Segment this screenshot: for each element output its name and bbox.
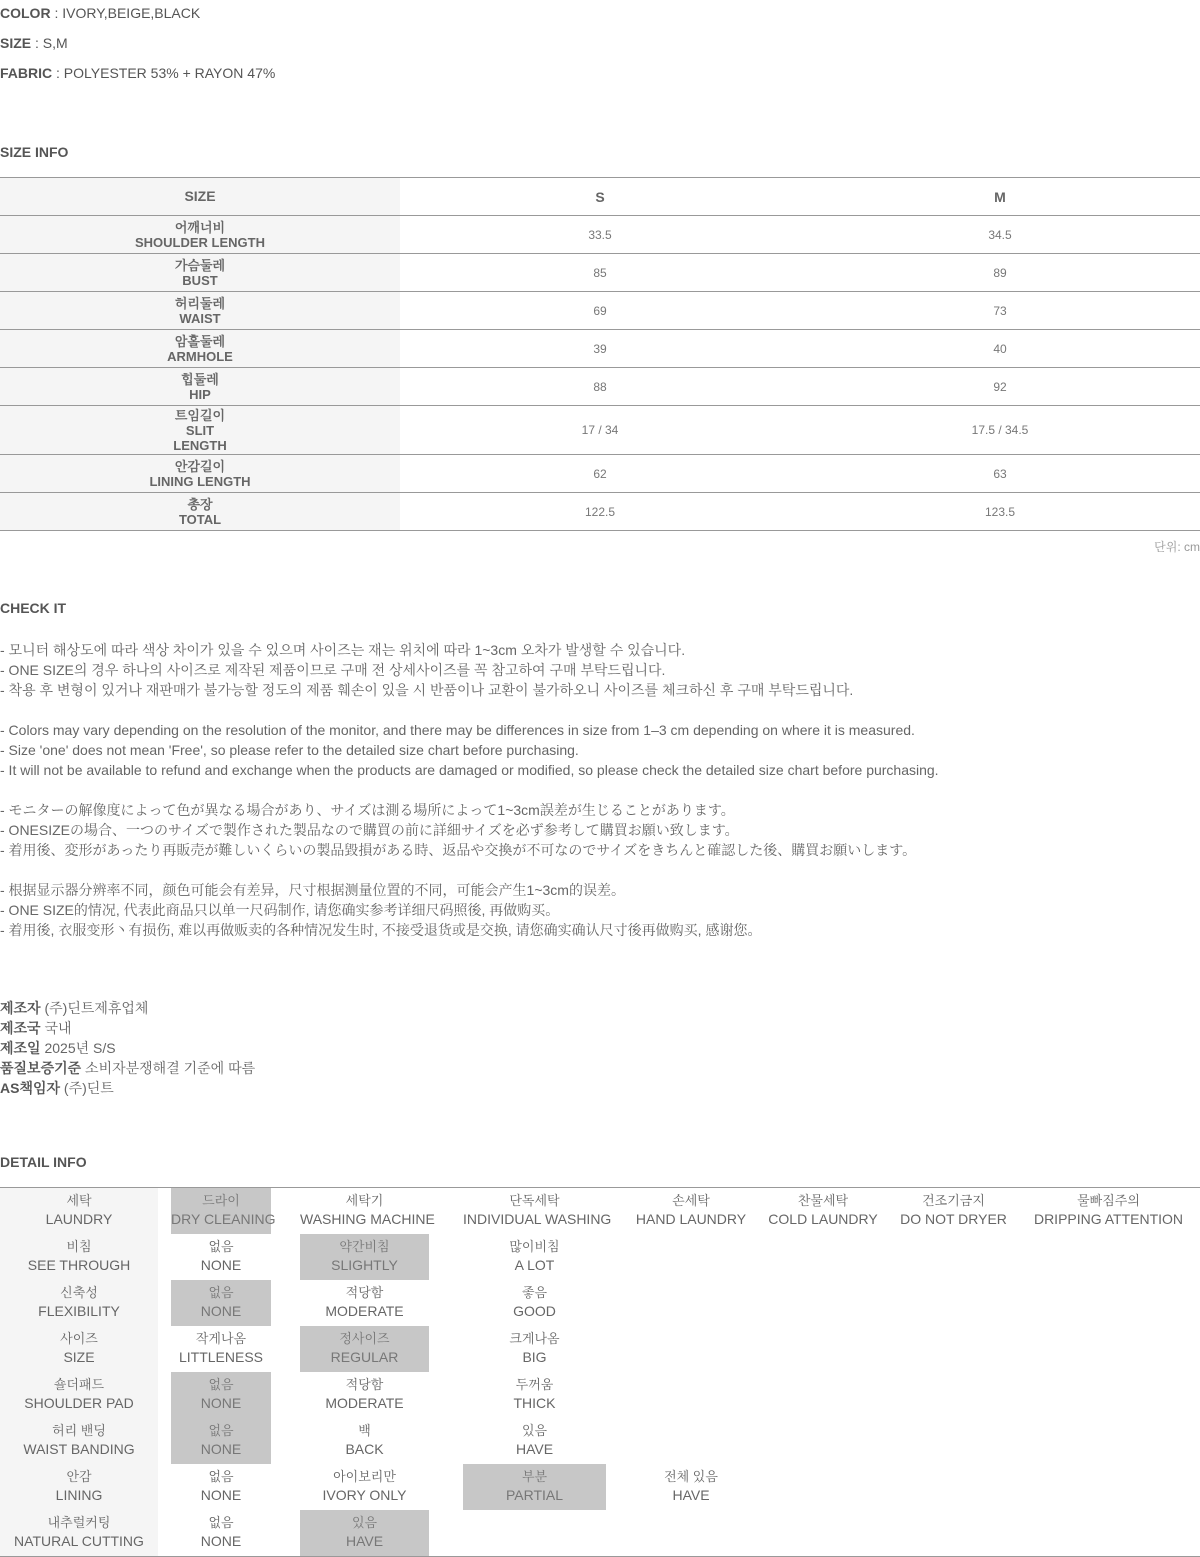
detail-option-selected-en: HAVE — [345, 1533, 384, 1549]
detail-option-selected-en: DRY CLEANING — [171, 1211, 276, 1227]
note-line: - Colors may vary depending on the resolution of the monitor, and there may be differences in size from 1–3 cm depending on where it is measured. — [0, 722, 915, 738]
detail-option-en: LITTLENESS — [178, 1349, 264, 1365]
detail-label-en: NATURAL CUTTING — [14, 1533, 144, 1549]
detail-label-ko: 세탁 — [66, 1193, 92, 1208]
table-row — [0, 292, 1200, 330]
note-line: - It will not be available to refund and exchange when the products are damaged or modified, so please check the detailed size chart before purchasing. — [0, 762, 939, 778]
row-label — [0, 216, 400, 254]
detail-row — [0, 1464, 1200, 1510]
note-line: - モニターの解像度によって色が異なる場合があり、サイズは測る場所によって1~3cm誤差が生じることがあります。 — [0, 802, 735, 818]
maker-key: 제조일 — [0, 1040, 41, 1056]
row-label-en: BUST — [182, 272, 218, 288]
maker-key: 제조자 — [0, 1000, 41, 1016]
detail-row — [0, 1372, 1200, 1418]
detail-option-en: THICK — [513, 1395, 556, 1411]
row-label-ko: 가슴둘레 — [174, 257, 226, 273]
note-line: - 着用後, 衣服变形丶有损伤, 难以再做贩卖的各种情况发生时, 不接受退货或是交换, 请您确实确认尺寸後再做购买, 感谢您。 — [0, 922, 762, 938]
row-label-ko: 암홀둘레 — [174, 333, 226, 349]
detail-option — [634, 1464, 748, 1510]
detail-option-en: DRIPPING ATTENTION — [1033, 1211, 1184, 1227]
detail-option-en: A LOT — [514, 1257, 555, 1273]
detail-option-ko: 찬물세탁 — [797, 1193, 849, 1208]
value-s: 85 — [400, 254, 800, 292]
value-m: 73 — [800, 292, 1200, 330]
detail-label — [0, 1326, 158, 1372]
detail-option-selected — [171, 1372, 271, 1418]
detail-row — [0, 1280, 1200, 1326]
detail-label — [0, 1418, 158, 1464]
detail-option — [900, 1188, 1007, 1234]
note-line — [0, 780, 939, 800]
detail-option-selected-en: NONE — [200, 1441, 242, 1457]
value-m: 63 — [800, 455, 1200, 493]
value-s: 62 — [400, 455, 800, 493]
table-row — [0, 254, 1200, 292]
detail-option-en: HAVE — [672, 1487, 710, 1503]
row-label-ko: 트임길이 — [174, 407, 226, 423]
table-row — [0, 368, 1200, 406]
detail-option-selected-en: PARTIAL — [505, 1487, 564, 1503]
table-row — [0, 330, 1200, 368]
row-label-en: HIP — [189, 386, 211, 402]
detail-label-en: LAUNDRY — [45, 1211, 113, 1227]
detail-option-ko: 건조기금지 — [922, 1193, 985, 1208]
detail-option — [463, 1372, 606, 1418]
note-line: - ONESIZEの場合、一つのサイズで製作された製品なので購買の前に詳細サイズを必ず参考して購買お願い致します。 — [0, 822, 739, 838]
detail-option-selected — [171, 1280, 271, 1326]
detail-option — [300, 1464, 429, 1510]
row-label-en: WAIST — [179, 310, 221, 326]
detail-option-selected-ko: 부분 — [521, 1469, 548, 1484]
row-label — [0, 493, 400, 531]
value-s: 122.5 — [400, 493, 800, 531]
detail-label-en: LINING — [55, 1487, 103, 1503]
detail-option-ko: 많이비침 — [509, 1239, 560, 1254]
detail-label-ko: 신축성 — [60, 1285, 98, 1300]
value-m: 17.5 / 34.5 — [800, 406, 1200, 455]
detail-option — [463, 1280, 606, 1326]
detail-option — [634, 1188, 748, 1234]
value-m: 89 — [800, 254, 1200, 292]
check-it-notes — [0, 640, 939, 940]
detail-option-ko: 전체 있음 — [664, 1469, 718, 1484]
manufacturer-info — [0, 998, 255, 1098]
detail-option-ko: 없음 — [208, 1515, 234, 1530]
detail-option-ko: 작게나옴 — [195, 1331, 247, 1346]
detail-option-selected-ko: 약간비침 — [339, 1239, 390, 1254]
detail-option-ko: 있음 — [521, 1423, 548, 1438]
detail-option-selected — [463, 1464, 606, 1510]
detail-option — [300, 1280, 429, 1326]
maker-line — [0, 1018, 255, 1038]
detail-label — [0, 1280, 158, 1326]
size-header-label: SIZE — [0, 178, 400, 216]
spec-size-value: : S,M — [31, 35, 68, 51]
detail-label-ko: 안감 — [66, 1469, 92, 1484]
row-label-ko: 어깨너비 — [174, 219, 226, 235]
detail-option-selected-en: REGULAR — [330, 1349, 399, 1365]
detail-option-ko: 없음 — [208, 1469, 234, 1484]
detail-option-en: NONE — [200, 1533, 242, 1549]
detail-option-ko: 세탁기 — [345, 1193, 384, 1208]
detail-option — [300, 1372, 429, 1418]
size-header-s: S — [400, 178, 800, 216]
detail-option — [463, 1234, 606, 1280]
value-m: 92 — [800, 368, 1200, 406]
detail-option-en: DO NOT DRYER — [900, 1211, 1007, 1227]
row-label-ko: 힙둘레 — [181, 371, 219, 387]
check-it-title: CHECK IT — [0, 600, 67, 616]
detail-label-en: SHOULDER PAD — [24, 1395, 134, 1411]
detail-option — [300, 1188, 435, 1234]
value-s: 39 — [400, 330, 800, 368]
row-label-en: SHOULDER LENGTH — [135, 234, 265, 250]
detail-label-en: SEE THROUGH — [27, 1257, 131, 1273]
table-row — [0, 455, 1200, 493]
maker-line — [0, 1038, 255, 1058]
detail-label — [0, 1188, 158, 1234]
detail-option — [463, 1326, 606, 1372]
detail-option — [171, 1464, 271, 1510]
detail-row — [0, 1326, 1200, 1372]
detail-info-table — [0, 1187, 1200, 1557]
size-table — [0, 177, 1200, 531]
detail-option-selected — [171, 1418, 271, 1464]
value-s: 33.5 — [400, 216, 800, 254]
detail-option-selected-en: SLIGHTLY — [331, 1257, 398, 1273]
detail-option-en: NONE — [200, 1257, 242, 1273]
detail-info-title: DETAIL INFO — [0, 1154, 87, 1170]
maker-value: (주)딘트제휴업체 — [40, 1000, 149, 1016]
detail-row — [0, 1234, 1200, 1280]
row-label — [0, 368, 400, 406]
row-label-en: LINING LENGTH — [149, 473, 251, 489]
row-label-en: SLIT — [185, 422, 215, 438]
maker-value: 2025년 S/S — [40, 1040, 116, 1056]
value-s: 88 — [400, 368, 800, 406]
detail-option — [1030, 1188, 1187, 1234]
maker-value: 국내 — [40, 1020, 72, 1036]
detail-option-ko: 물빠짐주의 — [1077, 1193, 1140, 1208]
spec-color-value: : IVORY,BEIGE,BLACK — [50, 5, 201, 21]
value-s: 17 / 34 — [400, 406, 800, 455]
maker-line — [0, 998, 255, 1018]
detail-label — [0, 1510, 158, 1556]
value-m: 34.5 — [800, 216, 1200, 254]
row-label-en: TOTAL — [178, 511, 222, 527]
row-label-en2: LENGTH — [173, 437, 227, 453]
maker-key: 제조국 — [0, 1020, 41, 1036]
detail-option-ko: 두꺼움 — [515, 1377, 554, 1392]
size-table-header — [0, 178, 1200, 216]
spec-fabric-key: FABRIC — [0, 65, 53, 81]
note-line — [0, 860, 939, 880]
row-label — [0, 406, 400, 455]
maker-line — [0, 1058, 255, 1078]
detail-option-ko: 없음 — [208, 1239, 234, 1254]
detail-option — [171, 1510, 271, 1556]
spec-color — [0, 5, 200, 21]
detail-option-selected — [300, 1326, 429, 1372]
detail-label — [0, 1372, 158, 1418]
note-line: - Size 'one' does not mean 'Free', so please refer to the detailed size chart before purchasing. — [0, 742, 579, 758]
detail-option-en: MODERATE — [325, 1395, 404, 1411]
maker-key: 품질보증기준 — [0, 1060, 82, 1076]
size-info-title: SIZE INFO — [0, 144, 69, 160]
table-row — [0, 406, 1200, 455]
detail-label-en: SIZE — [63, 1349, 95, 1365]
detail-option-ko: 백 — [358, 1423, 371, 1438]
detail-option-ko: 좋음 — [521, 1285, 548, 1300]
spec-size-key: SIZE — [0, 35, 32, 51]
row-label-ko: 허리둘레 — [174, 295, 226, 311]
detail-option-en: IVORY ONLY — [322, 1487, 407, 1503]
detail-option-selected-ko: 드라이 — [202, 1193, 240, 1208]
detail-option-en: COLD LAUNDRY — [768, 1211, 878, 1227]
spec-color-key: COLOR — [0, 5, 51, 21]
spec-fabric — [0, 65, 275, 81]
detail-label-en: WAIST BANDING — [23, 1441, 135, 1457]
detail-option — [171, 1326, 271, 1372]
row-label — [0, 330, 400, 368]
detail-option — [171, 1234, 271, 1280]
value-m: 123.5 — [800, 493, 1200, 531]
detail-option-selected-ko: 없음 — [208, 1285, 234, 1300]
value-s: 69 — [400, 292, 800, 330]
detail-option-en: MODERATE — [325, 1303, 404, 1319]
note-line: - 着用後、変形があったり再販売が難しいくらいの製品毀損がある時、返品や交換が不可なのでサイズをきちんと確認した後、購買お願いします。 — [0, 842, 917, 858]
detail-label-ko: 내추럴커팅 — [47, 1515, 111, 1530]
note-line: - ONE SIZE的情况, 代表此商品只以单一尺码制作, 请您确实参考详细尺码照後, 再做购买。 — [0, 902, 560, 918]
maker-line — [0, 1078, 255, 1098]
detail-label-ko: 숄더패드 — [53, 1377, 105, 1392]
detail-option-en: HAND LAUNDRY — [635, 1211, 747, 1227]
detail-option-ko: 적당함 — [345, 1285, 384, 1300]
detail-option-selected-en: NONE — [200, 1395, 242, 1411]
maker-value: (주)딘트 — [60, 1080, 114, 1096]
detail-option-en: GOOD — [513, 1303, 556, 1319]
detail-option-en: HAVE — [515, 1441, 554, 1457]
detail-option-ko: 아이보리만 — [333, 1469, 396, 1484]
row-label — [0, 455, 400, 493]
detail-option-en: BACK — [345, 1441, 384, 1457]
detail-label-ko: 허리 밴딩 — [52, 1423, 106, 1438]
detail-option-selected-ko: 정사이즈 — [339, 1331, 390, 1346]
detail-option — [768, 1188, 878, 1234]
note-line: - ONE SIZE의 경우 하나의 사이즈로 제작된 제품이므로 구매 전 상세사이즈를 꼭 참고하여 구매 부탁드립니다. — [0, 662, 666, 678]
detail-row — [0, 1418, 1200, 1464]
spec-size — [0, 35, 68, 51]
detail-option-selected — [171, 1188, 276, 1234]
detail-label — [0, 1464, 158, 1510]
size-header-m: M — [800, 178, 1200, 216]
detail-label-en: FLEXIBILITY — [38, 1303, 120, 1319]
note-line — [0, 700, 939, 720]
detail-option-ko: 단독세탁 — [509, 1193, 560, 1208]
detail-option-selected-ko: 있음 — [351, 1515, 378, 1530]
detail-option-en: INDIVIDUAL WASHING — [463, 1211, 612, 1227]
row-label — [0, 254, 400, 292]
detail-option-en: NONE — [200, 1487, 242, 1503]
maker-key: AS책임자 — [0, 1080, 61, 1096]
detail-row — [0, 1188, 1200, 1234]
note-line: - 착용 후 변형이 있거나 재판매가 불가능할 정도의 제품 훼손이 있을 시 반품이나 교환이 불가하오니 사이즈를 체크하신 후 구매 부탁드립니다. — [0, 682, 854, 698]
detail-label-ko: 사이즈 — [60, 1331, 98, 1346]
detail-option — [463, 1418, 606, 1464]
row-label-ko: 안감길이 — [174, 458, 226, 474]
note-line: - 根据显示器分辨率不同，颜色可能会有差异，尺寸根据测量位置的不同，可能会产生1~3cm的误差。 — [0, 882, 625, 898]
detail-option-ko: 크게나옴 — [509, 1331, 560, 1346]
detail-option-selected-ko: 없음 — [208, 1377, 234, 1392]
detail-option-selected — [300, 1234, 429, 1280]
row-label — [0, 292, 400, 330]
detail-option-en: WASHING MACHINE — [300, 1211, 435, 1227]
detail-option — [300, 1418, 429, 1464]
table-row — [0, 493, 1200, 531]
maker-value: 소비자분쟁해결 기준에 따름 — [81, 1060, 256, 1076]
note-line: - 모니터 해상도에 따라 색상 차이가 있을 수 있으며 사이즈는 재는 위치에 따라 1~3cm 오차가 발생할 수 있습니다. — [0, 642, 686, 658]
detail-option-selected — [300, 1510, 429, 1556]
value-m: 40 — [800, 330, 1200, 368]
detail-option-ko: 적당함 — [345, 1377, 384, 1392]
detail-option-selected-en: NONE — [200, 1303, 242, 1319]
row-label-en: ARMHOLE — [167, 348, 233, 364]
spec-fabric-value: : POLYESTER 53% + RAYON 47% — [52, 65, 276, 81]
detail-label-ko: 비침 — [66, 1239, 92, 1254]
table-row — [0, 216, 1200, 254]
row-label-ko: 총장 — [187, 496, 213, 512]
detail-option — [463, 1188, 612, 1234]
detail-option-ko: 손세탁 — [672, 1193, 710, 1208]
detail-label — [0, 1234, 158, 1280]
detail-option-en: BIG — [522, 1349, 547, 1365]
detail-option-selected-ko: 없음 — [208, 1423, 234, 1438]
detail-row — [0, 1510, 1200, 1556]
unit-note: 단위: cm — [1154, 540, 1200, 554]
